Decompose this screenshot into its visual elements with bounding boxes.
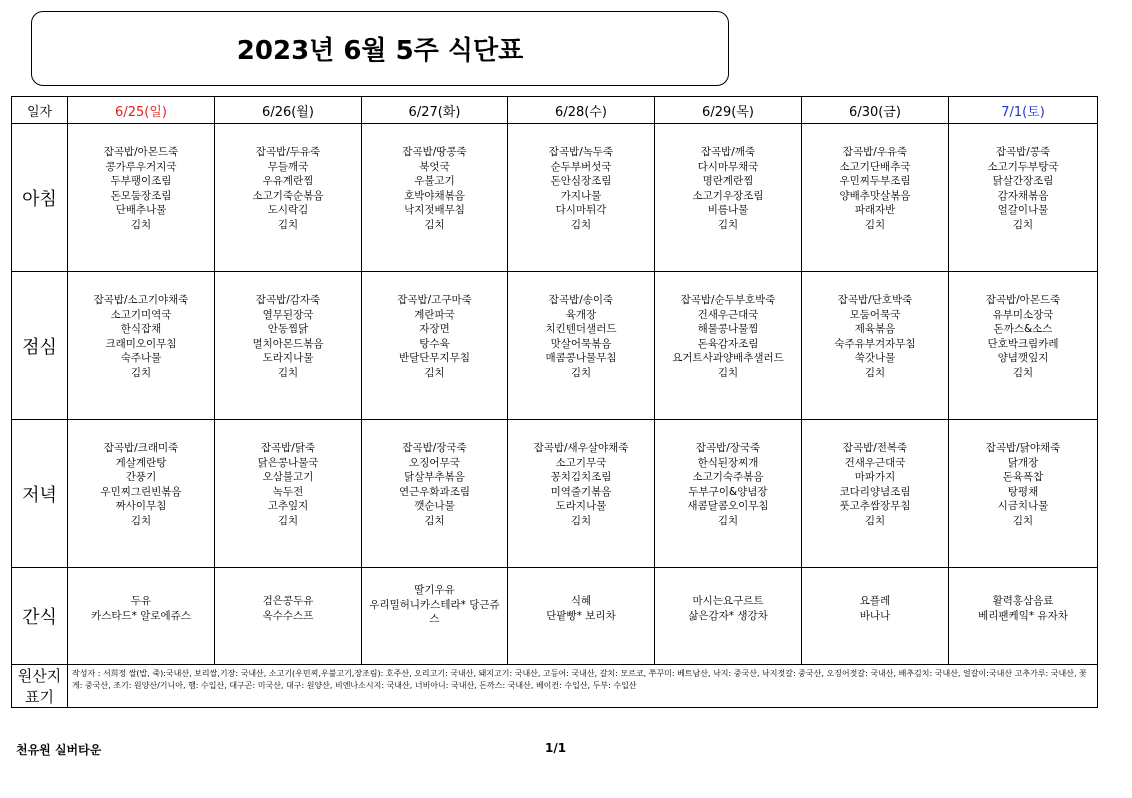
menu-item: 소고기우장조림 [692,189,764,202]
menu-item: 잡곡밥/고구마죽 [397,294,472,306]
menu-item: 김치 [864,514,886,527]
menu-item: 김치 [864,218,886,231]
menu-item: 돈까스&소스 [993,323,1053,335]
date-header-label: 일자 [12,97,68,124]
menu-item: 김치 [277,218,299,231]
breakfast-cell [215,124,362,272]
breakfast-cell [949,124,1098,272]
date-fri: 6/30(금) [802,97,949,124]
menu-item: 북엇국 [419,160,450,173]
breakfast-label: 아침 [12,124,68,272]
menu-item: 자장면 [419,323,450,335]
menu-item: 요거트사과양배추샐러드 [672,352,784,364]
menu-item: 검은콩두유 [262,595,314,607]
menu-item: 매콤콩나물무침 [545,352,617,364]
footer-org: 천유원 실버타운 [16,743,102,757]
menu-item: 소고기단배추국 [839,160,911,173]
menu-item: 요플레 [859,595,891,607]
menu-item: 김치 [277,366,299,379]
menu-item: 크래미오이무침 [105,337,177,350]
origin-text: 작성자 : 서희정 쌀(밥, 죽):국내산, 보리쌀,기장: 국내산, 소고기(우민찌,우불고기,장조림): 호주산, 오리고기: 국내산, 돼지고기: 국내산, 고등어: 국내산, 갈치: 모르코, 쭈꾸미: 베트남산, 낙지: 중국산, 낙지젓갈: 중국산, 오징어젓갈: 국내산, 배추김치: 국내산, 얼갈이:국내산 고추가루: 국내산, 꽃게: 중국산, 조기: 원양산/기니아, 햄: 수입산, 대구곤: 미국산, 대구: 원양산, 비엔나소시지: 국내산, 너비아니: 국내산, 돈까스: 국내산, 베이컨: 수입산, 두부: 수입산 [68,665,1098,708]
menu-item: 무들깨국 [267,160,309,173]
menu-item: 건새우근대국 [697,308,759,321]
menu-item: 잡곡밥/단호박죽 [837,294,913,306]
menu-item: 양념깻잎지 [997,352,1049,364]
menu-item: 돈육감자조림 [697,337,759,350]
menu-item: 우유계란찜 [262,175,314,187]
menu-item: 김치 [717,218,739,231]
menu-item: 잡곡밥/감자죽 [255,294,321,306]
menu-item: 마시는요구르트 [692,595,764,607]
date-wed: 6/28(수) [508,97,655,124]
menu-item: 잡곡밥/장국죽 [402,442,467,454]
menu-item: 안동찜닭 [267,323,309,335]
menu-item: 잡곡밥/새우살야채죽 [533,442,629,454]
menu-item: 탕평채 [1007,485,1039,498]
menu-item: 우민찌그린빈볶음 [100,485,182,498]
menu-item: 두부구이&양념장 [688,485,768,498]
menu-item: 두부팽이조림 [110,175,172,187]
breakfast-cell [802,124,949,272]
menu-item: 도시락김 [267,204,309,216]
menu-item: 잡곡밥/우유죽 [842,146,908,158]
menu-item: 김치 [717,366,739,379]
dinner-cell [362,420,508,568]
menu-item: 딸기우유 [414,584,455,596]
menu-item: 낙지젓배무침 [404,204,465,216]
menu-item: 숙주나물 [120,352,162,364]
footer-page-number: 1/1 [545,741,567,755]
menu-item: 오삼불고기 [262,471,314,483]
lunch-cell [215,272,362,420]
menu-item: 김치 [130,366,152,379]
menu-item: 소고기두부탕국 [987,160,1059,173]
breakfast-row [12,124,1098,272]
lunch-row [12,272,1098,420]
dinner-cell [68,420,215,568]
menu-item: 닭개장 [1007,456,1039,469]
menu-item: 간풍기 [125,471,157,483]
menu-item: 바나나 [859,609,891,622]
menu-item: 김치 [424,514,445,527]
menu-item: 김치 [1012,218,1034,231]
origin-label: 원산지 표기 [12,665,68,708]
menu-item: 소고기미역국 [110,308,172,321]
menu-item: 도라지나물 [262,352,314,364]
lunch-cell [949,272,1098,420]
menu-item: 오징어무국 [409,456,460,469]
dinner-cell [508,420,655,568]
snack-cell [949,568,1098,665]
title-box [31,11,729,86]
menu-item: 순두부버섯국 [550,160,612,173]
menu-item: 깻순나물 [414,500,455,512]
menu-item: 호박야채볶음 [404,189,465,202]
menu-item: 김치 [130,218,152,231]
menu-item: 김치 [130,514,152,527]
snack-cell [68,568,215,665]
menu-item: 옥수수스프 [262,609,314,622]
menu-item: 김치 [717,514,739,527]
menu-item: 탕수육 [419,337,450,350]
date-sun: 6/25(일) [68,97,215,124]
dinner-label: 저녁 [12,420,68,568]
menu-item: 코다리양념조림 [839,485,911,498]
menu-item: 양배추맛살볶음 [839,189,911,202]
menu-item: 돈육폭찹 [1002,471,1044,483]
dinner-row [12,420,1098,568]
lunch-cell [362,272,508,420]
menu-item: 식혜 [570,595,592,607]
menu-item: 다시마튀각 [555,204,607,216]
menu-item: 열무된장국 [262,308,314,321]
menu-item: 콩가루우거지국 [105,160,177,173]
menu-item: 한식잡채 [120,323,162,335]
menu-item: 감자채볶음 [997,189,1049,202]
lunch-label: 점심 [12,272,68,420]
menu-item: 계란파국 [414,308,455,321]
menu-item: 닭살간장조림 [992,175,1054,187]
menu-item: 김치 [424,366,445,379]
menu-item: 짜사이무침 [115,500,167,512]
menu-item: 모둠어묵국 [849,308,901,321]
menu-item: 닭은콩나물국 [257,456,319,469]
date-mon: 6/26(월) [215,97,362,124]
menu-item: 마파가지 [854,471,896,483]
menu-item: 잡곡밥/전복죽 [842,442,908,454]
menu-item: 가지나물 [560,189,602,202]
breakfast-cell [362,124,508,272]
menu-item: 잡곡밥/크래미죽 [103,442,179,454]
menu-item: 시금치나물 [997,500,1049,512]
snack-cell [508,568,655,665]
dinner-cell [802,420,949,568]
menu-item: 제육볶음 [854,323,896,335]
menu-item: 잡곡밥/소고기야채죽 [93,294,189,306]
menu-item: 게살계란탕 [115,456,167,469]
lunch-cell [68,272,215,420]
menu-item: 숙주유부겨자무침 [834,337,916,350]
menu-item: 카스타드* 알로에쥬스 [91,609,191,622]
menu-item: 두유 [130,595,152,607]
menu-item: 김치 [1012,514,1034,527]
menu-item: 우불고기 [414,175,455,187]
menu-item: 반달단무지무침 [398,352,470,364]
breakfast-cell [655,124,802,272]
dinner-cell [949,420,1098,568]
date-thu: 6/29(목) [655,97,802,124]
menu-item: 쑥갓나물 [854,352,896,364]
menu-item: 돈안심장조림 [550,175,612,187]
menu-item: 풋고추쌈장무침 [839,500,911,512]
menu-item: 잡곡밥/장국죽 [695,442,761,454]
menu-item: 고추잎지 [267,500,309,512]
menu-item: 김치 [864,366,886,379]
snack-cell [655,568,802,665]
snack-cell [802,568,949,665]
menu-item: 삶은감자* 생강차 [688,609,768,622]
menu-item: 연근우화과조림 [398,485,470,498]
lunch-cell [508,272,655,420]
menu-item: 단배추나물 [115,204,167,216]
menu-item: 잡곡밥/두유죽 [255,146,321,158]
menu-item: 미역줄기볶음 [550,485,612,498]
menu-item: 활력홍삼음료 [992,595,1054,607]
lunch-cell [802,272,949,420]
snack-row [12,568,1098,665]
menu-item: 김치 [277,514,299,527]
snack-cell [215,568,362,665]
menu-item: 새콤달콤오이무침 [687,500,769,512]
snack-cell [362,568,508,665]
menu-item: 우리밀허니카스테라* 당근쥬스 [369,598,500,625]
menu-item: 다시마무채국 [697,160,759,173]
menu-item: 얼갈이나물 [997,204,1049,216]
menu-item: 잡곡밥/녹두죽 [548,146,614,158]
menu-item: 도라지나물 [555,500,607,512]
menu-item: 잡곡밥/송이죽 [548,294,614,306]
menu-item: 멸치아몬드볶음 [252,337,324,350]
breakfast-cell [68,124,215,272]
page-title: 2023년 6월 5주 식단표 [236,36,524,66]
menu-item: 닭살부추볶음 [404,471,465,483]
menu-item: 잡곡밥/땅콩죽 [402,146,467,158]
dinner-cell [655,420,802,568]
menu-item: 해물콩나물찜 [697,323,759,335]
menu-item: 김치 [570,218,592,231]
menu-item: 건새우근대국 [844,456,906,469]
menu-item: 김치 [570,366,592,379]
menu-item: 김치 [1012,366,1034,379]
menu-item: 우민찌두부조림 [839,175,911,187]
menu-item: 돈모둠장조림 [110,189,172,202]
menu-item: 잡곡밥/깨죽 [700,146,756,158]
menu-item: 파래자반 [854,204,896,216]
date-sat: 7/1(토) [949,97,1098,124]
menu-item: 명란계란찜 [702,175,754,187]
menu-item: 유부미소장국 [992,308,1054,321]
menu-item: 잡곡밥/순두부호박죽 [680,294,776,306]
menu-item: 맛살어묵볶음 [550,337,612,350]
menu-item: 잡곡밥/아몬드죽 [985,294,1061,306]
menu-item: 소고기죽순볶음 [252,189,324,202]
snack-label: 간식 [12,568,68,665]
menu-item: 비름나물 [707,204,749,216]
menu-item: 치킨텐더샐러드 [545,323,617,335]
menu-item: 녹두전 [272,485,304,498]
dinner-cell [215,420,362,568]
header-row [12,97,1098,124]
menu-item: 김치 [424,218,445,231]
lunch-cell [655,272,802,420]
menu-item: 단팥빵* 보리차 [546,609,616,622]
menu-item: 육개장 [565,308,597,321]
menu-table [11,96,1098,708]
menu-item: 한식된장찌개 [697,456,759,469]
menu-item: 잡곡밥/닭죽 [260,442,316,454]
menu-item: 소고기무국 [555,456,607,469]
menu-item: 단호박크림카레 [987,337,1059,350]
menu-item: 베리팬케잌* 유자차 [978,609,1068,622]
breakfast-cell [508,124,655,272]
menu-item: 잡곡밥/콩죽 [995,146,1051,158]
menu-item: 잡곡밥/아몬드죽 [103,146,179,158]
origin-row [12,665,1098,708]
menu-item: 소고기숙주볶음 [692,471,764,483]
menu-item: 김치 [570,514,592,527]
date-tue: 6/27(화) [362,97,508,124]
menu-item: 꽁치김치조림 [550,471,612,483]
menu-item: 잡곡밥/닭야채죽 [985,442,1061,454]
